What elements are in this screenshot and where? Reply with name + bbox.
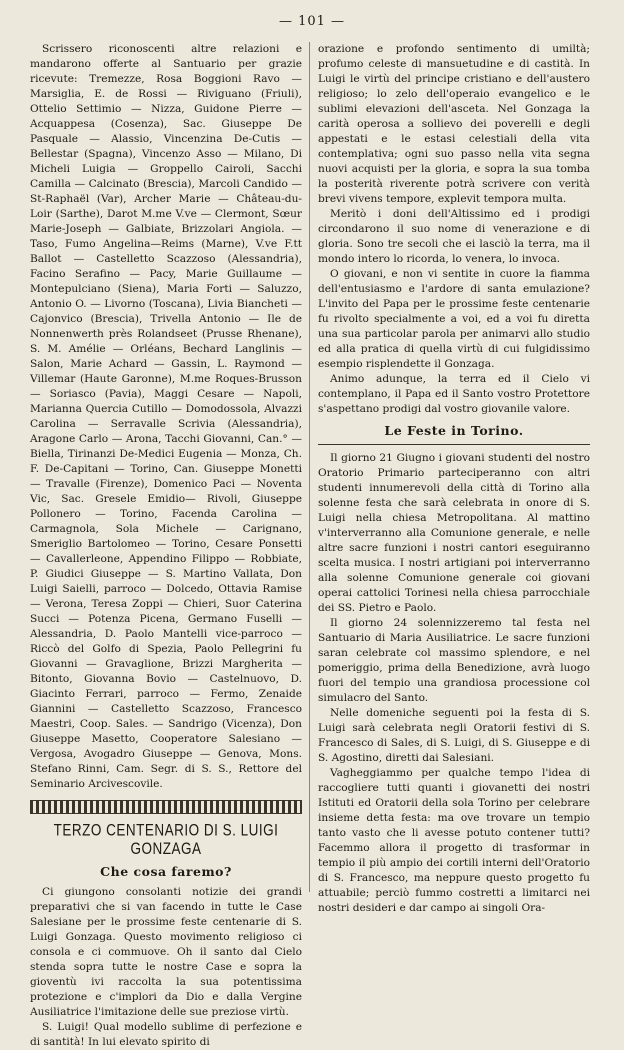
right-paragraph-6: Il giorno 24 solennizzeremo tal festa nel Santuario di Maria Ausiliatrice. Le sacre funzioni saran celebrate col massimo splendore, e nel pomeriggio, prima della Benedizione, avrà luogo fuori del tempio una grandiosa processione col simulacro del Santo. xyxy=(318,617,590,704)
column-divider xyxy=(309,42,310,892)
ornamental-divider xyxy=(30,800,302,814)
right-column xyxy=(318,42,590,916)
left-paragraph-1: Ci giungono consolanti notizie dei grandi preparativi che si van facendo in tutte le Case Salesiane per le prossime feste centenarie di S. Luigi Gonzaga. Questo movimento religioso ci consola e ci commuove. Oh il santo dal Cielo stenda sopra tutte le nostre Case e sopra la gioventù ivi raccolta la sua potentissima protezione e c'implori da Dio e dalla Vergine Ausiliatrice l'imitazione delle sue preziose virtù. xyxy=(30,886,302,1018)
page-number: — 101 — xyxy=(278,14,346,29)
subheading-feste-torino: Le Feste in Torino. xyxy=(384,423,524,438)
right-paragraph-8: Vagheggiammo per qualche tempo l'idea di raccogliere tutti quanti i giovanetti dei nostri Istituti ed Oratorii della sola Torino per celebrare insieme detta festa: ma ove trovare un tempio tanto vasto che li avesse potuto contener tutti? Facemmo allora il progetto di trasformar in tempio il più ampio dei cortili interni dell'Oratorio di S. Francesco, ma neppure questo progetto fu attuabile; perciò fummo costretti a limitarci nei nostri desideri e dar campo ai singoli Ora- xyxy=(318,767,590,914)
section-title: TERZO CENTENARIO DI S. LUIGI GONZAGA xyxy=(53,820,279,858)
left-paragraph-2: S. Luigi! Qual modello sublime di perfezione e di santità! In lui elevato spirito di xyxy=(30,1021,302,1048)
left-column xyxy=(30,42,302,1050)
right-paragraph-1: orazione e profondo sentimento di umiltà; profumo celeste di mansuetudine e di castità. In Luigi le virtù del principe cristiano e dell'austero religioso; lo zelo dell'operaio evangelico e le sublimi elevazioni dell'asceta. Nel Gonzaga la carità operosa a sollievo dei poverelli e degli appestati e le estasi celestiali della vita contemplativa; ogni suo passo nella vita segna nuovi acquisti per la gloria, e sopra la sua tomba la posterità riverente potrà scrivere con verità brevi vivens tempore, explevit tempora multa. xyxy=(318,43,590,205)
right-paragraph-5: Il giorno 21 Giugno i giovani studenti del nostro Oratorio Primario parteciperanno con altri studenti innumerevoli della città di Torino alla solenne festa che sarà celebrata in onore di S. Luigi nella chiesa Metropolitana. Al mattino v'interverranno alla Comunione generale, e nelle altre sacre funzioni i nostri cantori eseguiranno scelta musica. I nostri artigiani poi interverranno alla solenne Comunione generale coi giovani operai cattolici Torinesi nella chiesa parrocchiale dei SS. Pietro e Paolo. xyxy=(318,452,590,614)
right-paragraph-3: O giovani, e non vi sentite in cuore la fiamma dell'entusiasmo e l'ardore di santa emulazione? L'invito del Papa per le prossime feste centenarie fu rivolto specialmente a voi, ed a voi fu diretta una sua particolar parola per animarvi allo studio ed alla pratica di quella virtù di cui fulgidissimo esempio risplendette il Gonzaga. xyxy=(318,268,590,370)
subheading-che-cosa-faremo: Che cosa faremo? xyxy=(100,864,232,879)
right-paragraph-7: Nelle domeniche seguenti poi la festa di S. Luigi sarà celebrata negli Oratorii festivi di S. Francesco di Sales, di S. Luigi, di S. Giuseppe e di S. Agostino, diretti dai Salesiani. xyxy=(318,707,590,764)
right-paragraph-4: Animo adunque, la terra ed il Cielo vi contemplano, il Papa ed il Santo vostro Protettore s'aspettano prodigi dal vostro giovanile valore. xyxy=(318,373,590,415)
offerings-list-paragraph: Scrissero riconoscenti altre relazioni e mandarono offerte al Santuario per grazie ricevute: Tremezze, Rosa Boggioni Ravo — Marsiglia, E. de Rossi — Riviguano (Friuli), Ottelio Settimio — Nizza, Guidone Pierre — Acquappesa (Cosenza), Sac. Giuseppe De Pasquale — Alassio, Vincenzina De-Cutis — Bellestar (Spagna), Vincenzo Asso — Milano, Di Micheli Luigia — Groppello Cairoli, Sacchi Camilla — Calcinato (Brescia), Marcoli Candido — St-Raphaël (Var), Archer Marie — Château-du-Loir (Sarthe), Darot M.me V.ve — Clermont, Sœur Marie-Joseph — Galbiate, Brizzolari Angiola. — Taso, Fumo Angelina—Reims (Marne), V.ve F.tt Ballot — Castelletto Scazzoso (Alessandria), Facino Serafino — Pacy, Marie Guillaume — Montepulciano (Siena), Maria Forti — Saluzzo, Antonio O. — Livorno (Toscana), Livia Biancheti — Cajonvico (Brescia), Trivella Antonio — Ile de Nonnenwerth près Rolandseet (Prusse Rhenane), S. M. Amélie — Orléans, Bechard Langlinis — Salon, Marie Achard — Gassin, L. Raymond — Villemar (Haute Garonne), M.me Roques-Brusson — Soriasco (Pavia), Maggi Cesare — Napoli, Marianna Quercia Cutillo — Domodossola, Alvazzi Carolina — Serravalle Scrivia (Alessandria), Aragone Carlo — Arona, Tacchi Giovanni, Can.° — Biella, Tirinanzi De-Medici Eugenia — Monza, Ch. F. De-Capitani — Torino, Can. Giuseppe Monetti — Travalle (Firenze), Domenico Paci — Noventa Vic, Sac. Gresele Emidio— Rivoli, Giuseppe Pollonero — Torino, Facenda Carolina — Carmagnola, Sola Michele — Carignano, Smeriglio Bartolomeo — Torino, Cesare Ponsetti — Cavallerleone, Appendino Filippo — Robbiate, P. Giudici Giuseppe — S. Martino Vallata, Don Luigi Saielli, parroco — Dolcedo, Ottavia Ramise — Verona, Teresa Zoppi — Chieri, Suor Caterina Succi — Potenza Picena, Germano Fuselli — Alessandria, D. Paolo Mantelli vice-parroco — Riccò del Golfo di Spezia, Paolo Pellegrini fu Giovanni — Gravaglione, Brizzi Margherita — Bitonto, Giovanna Bovio — Castelnuovo, D. Giacinto Ferrari, parroco — Fermo, Zenaide Giannini — Castelletto Scazzoso, Francesco Maestri, Coop. Sales. — Sandrigo (Vicenza), Don Giuseppe Masetto, Cooperatore Salesiano — Vergosa, Avogadro Giuseppe — Genova, Mons. Stefano Rinni, Cam. Segr. di S. S., Rettore del Seminario Arcivescovile. xyxy=(30,43,302,790)
right-paragraph-2: Meritò i doni dell'Altissimo ed i prodigi circondarono il suo nome di venerazione e di gloria. Sono tre secoli che ei lasciò la terra, ma il mondo intero lo ricorda, lo venera, lo invoca. xyxy=(318,208,590,265)
heading-rule xyxy=(318,444,590,445)
